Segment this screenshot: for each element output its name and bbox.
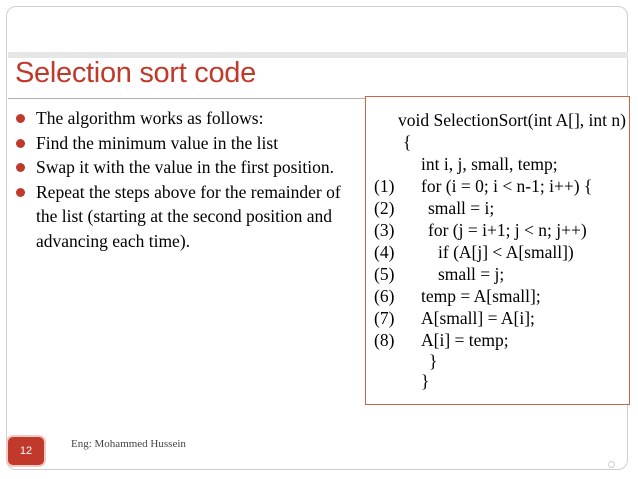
code-line-number: (1) bbox=[374, 176, 395, 196]
footer-author: Eng: Mohammed Hussein bbox=[71, 438, 186, 450]
code-line-number: (8) bbox=[374, 330, 395, 350]
code-line-number: (5) bbox=[374, 264, 395, 284]
code-line: for (i = 0; i < n-1; i++) { bbox=[421, 176, 593, 196]
slide-title: Selection sort code bbox=[15, 57, 256, 89]
code-declaration: int i, j, small, temp; bbox=[421, 154, 558, 174]
corner-dot-icon bbox=[608, 461, 615, 468]
code-line: small = i; bbox=[428, 198, 495, 218]
code-line-number: (3) bbox=[374, 220, 395, 240]
code-inner-close-brace: } bbox=[429, 351, 438, 371]
bullet-dot-icon bbox=[16, 114, 25, 123]
bullet-text: Repeat the steps above for the remainder of the list (starting at the second position and advancing each time). bbox=[36, 181, 341, 251]
code-line: if (A[j] < A[small]) bbox=[438, 242, 574, 262]
code-line: small = j; bbox=[438, 264, 505, 284]
bullet-dot-icon bbox=[16, 188, 25, 197]
code-outer-close-brace: } bbox=[421, 371, 430, 391]
code-line-number: (2) bbox=[374, 198, 395, 218]
page-number: 12 bbox=[19, 445, 33, 457]
bullet-item bbox=[12, 131, 352, 156]
code-open-brace: { bbox=[403, 132, 412, 152]
bullet-dot-icon bbox=[16, 163, 25, 172]
bullet-list bbox=[12, 106, 352, 253]
code-line-number: (4) bbox=[374, 242, 395, 262]
code-line-number: (6) bbox=[374, 286, 395, 306]
bullet-item bbox=[12, 106, 352, 131]
code-line: A[small] = A[i]; bbox=[421, 308, 535, 328]
bullet-text: The algorithm works as follows: bbox=[36, 108, 264, 128]
bullet-item bbox=[12, 180, 352, 254]
page-number-badge bbox=[8, 437, 44, 465]
bullet-item bbox=[12, 155, 352, 180]
code-line: for (j = i+1; j < n; j++) bbox=[428, 220, 587, 240]
bullet-text: Swap it with the value in the first position. bbox=[36, 157, 334, 177]
code-listing bbox=[365, 96, 630, 405]
code-line: temp = A[small]; bbox=[421, 286, 541, 306]
bullet-text: Find the minimum value in the list bbox=[36, 132, 279, 153]
code-line-number: (7) bbox=[374, 308, 395, 328]
bullet-dot-icon bbox=[16, 139, 25, 148]
code-line: A[i] = temp; bbox=[421, 330, 509, 350]
code-signature: void SelectionSort(int A[], int n) bbox=[398, 110, 626, 130]
